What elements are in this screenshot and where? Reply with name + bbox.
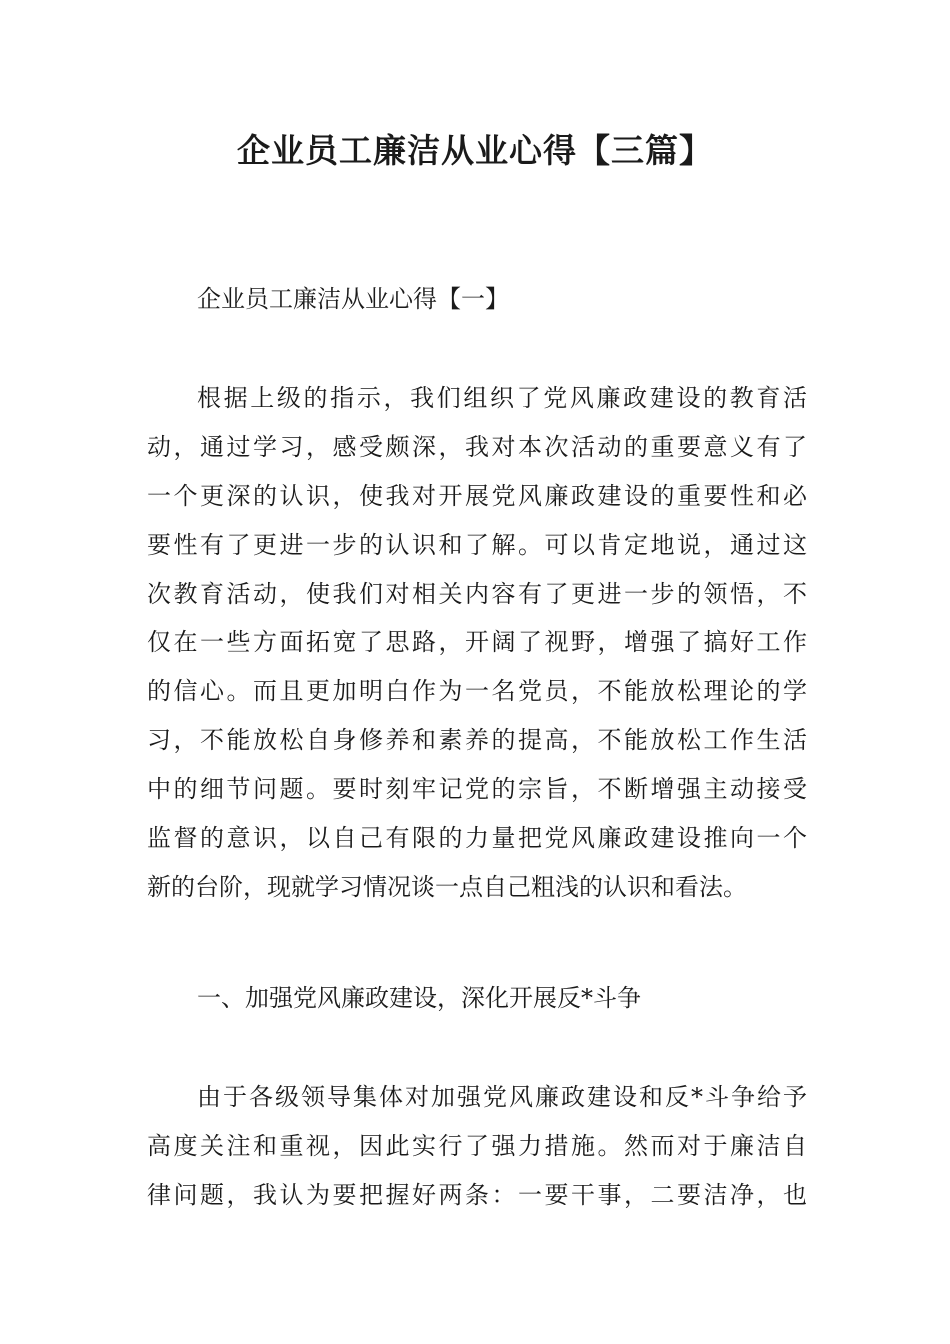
section-heading: 企业员工廉洁从业心得【一】 bbox=[197, 285, 509, 313]
paragraph-line: 次教育活动，使我们对相关内容有了更进一步的领悟，不 bbox=[147, 579, 807, 608]
paragraph-line: 律问题，我认为要把握好两条：一要干事，二要洁净，也 bbox=[147, 1180, 807, 1209]
paragraph-1 bbox=[147, 382, 807, 920]
paragraph-line: 动，通过学习，感受颇深，我对本次活动的重要意义有了 bbox=[147, 432, 807, 461]
paragraph-line: 由于各级领导集体对加强党风廉政建设和反*斗争给予 bbox=[197, 1083, 807, 1111]
document-title: 企业员工廉洁从业心得【三篇】 bbox=[237, 131, 713, 170]
paragraph-line: 习，不能放松自身修养和素养的提高，不能放松工作生活 bbox=[147, 726, 807, 755]
paragraph-line: 仅在一些方面拓宽了思路，开阔了视野，增强了搞好工作 bbox=[147, 628, 807, 657]
subheading: 一、加强党风廉政建设，深化开展反*斗争 bbox=[197, 984, 641, 1012]
paragraph-line: 高度关注和重视，因此实行了强力措施。然而对于廉洁自 bbox=[147, 1131, 807, 1160]
paragraph-line: 中的细节问题。要时刻牢记党的宗旨，不断增强主动接受 bbox=[147, 775, 807, 804]
paragraph-line: 根据上级的指示，我们组织了党风廉政建设的教育活 bbox=[197, 384, 807, 412]
paragraph-line: 一个更深的认识，使我对开展党风廉政建设的重要性和必 bbox=[147, 481, 807, 510]
paragraph-line: 要性有了更进一步的认识和了解。可以肯定地说，通过这 bbox=[147, 530, 807, 559]
paragraph-line: 新的台阶，现就学习情况谈一点自己粗浅的认识和看法。 bbox=[147, 872, 747, 901]
paragraph-line: 监督的意识，以自己有限的力量把党风廉政建设推向一个 bbox=[147, 824, 807, 853]
paragraph-2 bbox=[147, 1081, 807, 1228]
paragraph-line: 的信心。而且更加明白作为一名党员，不能放松理论的学 bbox=[147, 677, 807, 706]
